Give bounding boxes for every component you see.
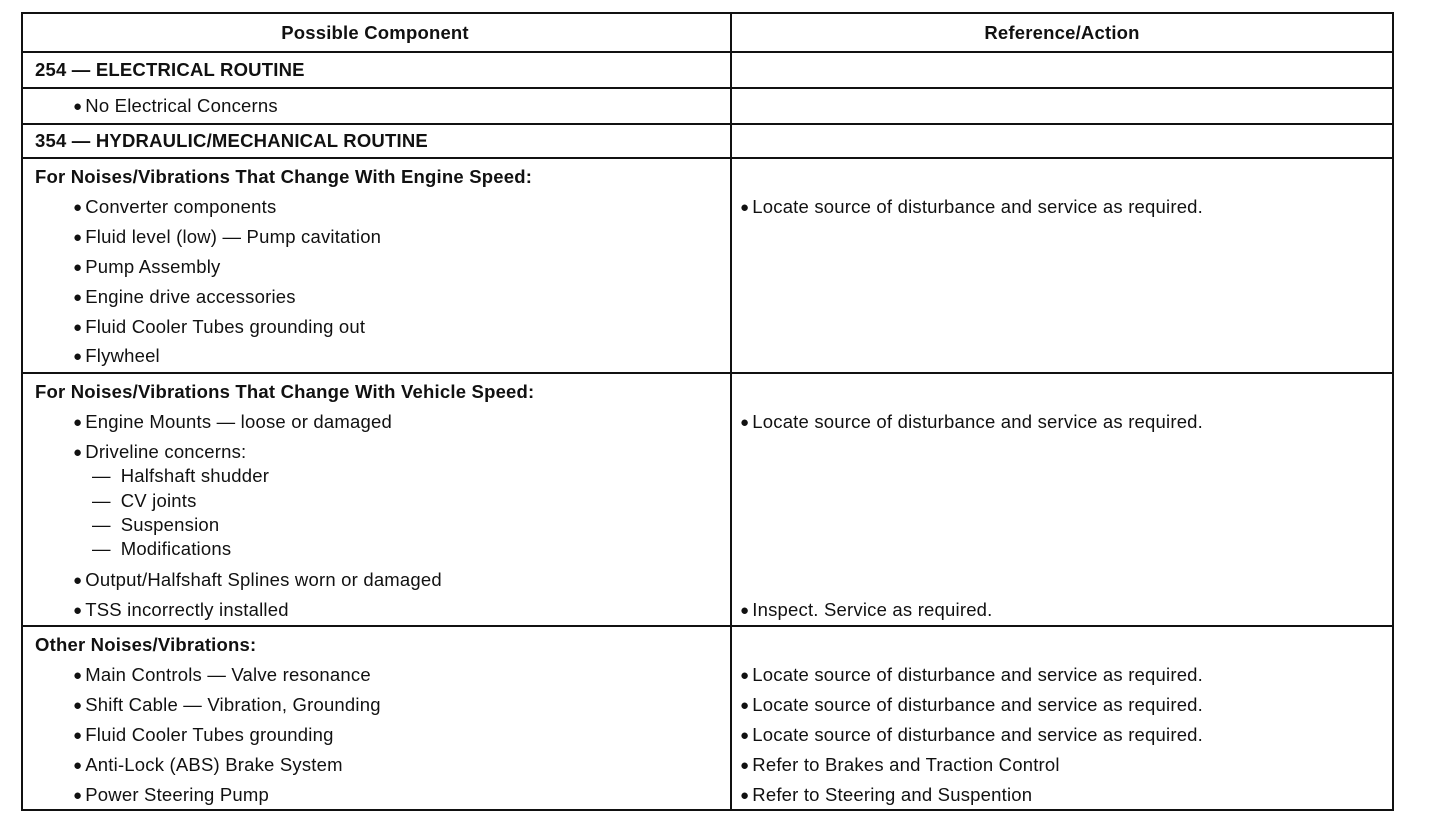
list-item: ● Fluid Cooler Tubes grounding <box>73 724 334 748</box>
action-item: ● Locate source of disturbance and service as required. <box>740 411 1203 435</box>
section-title-vehicle-speed: For Noises/Vibrations That Change With Vehicle Speed: <box>35 381 535 402</box>
header-component: Possible Component <box>281 22 469 43</box>
list-item: ● TSS incorrectly installed <box>73 599 289 623</box>
list-item: ● Power Steering Pump <box>73 784 269 808</box>
list-item: ● Anti-Lock (ABS) Brake System <box>73 754 343 778</box>
list-item: ● Output/Halfshaft Splines worn or damaged <box>73 569 442 593</box>
action-item: ● Locate source of disturbance and service as required. <box>740 664 1203 688</box>
row-divider <box>23 625 1392 627</box>
row-divider <box>23 372 1392 374</box>
row-divider <box>23 51 1392 53</box>
section-title-engine-speed: For Noises/Vibrations That Change With Engine Speed: <box>35 166 533 187</box>
action-item: ● Refer to Brakes and Traction Control <box>740 754 1060 778</box>
sub-item: — Halfshaft shudder <box>92 465 269 487</box>
list-item: ● Fluid level (low) — Pump cavitation <box>73 226 381 250</box>
action-item: ● Locate source of disturbance and service as required. <box>740 196 1203 220</box>
list-item: ● Driveline concerns: <box>73 441 246 465</box>
header-action: Reference/Action <box>984 22 1140 43</box>
list-item: ● Pump Assembly <box>73 256 221 280</box>
column-divider <box>730 14 732 809</box>
section-title-other: Other Noises/Vibrations: <box>35 634 257 655</box>
list-item: ● No Electrical Concerns <box>73 95 278 119</box>
list-item: ● Flywheel <box>73 345 160 369</box>
list-item: ● Engine drive accessories <box>73 286 296 310</box>
list-item: ● Engine Mounts — loose or damaged <box>73 411 392 435</box>
list-item: ● Shift Cable — Vibration, Grounding <box>73 694 381 718</box>
row-divider <box>23 157 1392 159</box>
action-item: ● Locate source of disturbance and service as required. <box>740 724 1203 748</box>
section-title-electrical: 254 — ELECTRICAL ROUTINE <box>35 59 305 80</box>
sub-item: — CV joints <box>92 490 197 512</box>
row-divider <box>23 87 1392 89</box>
sub-item: — Modifications <box>92 538 231 560</box>
list-item: ● Converter components <box>73 196 276 220</box>
action-item: ● Inspect. Service as required. <box>740 599 993 623</box>
list-item: ● Fluid Cooler Tubes grounding out <box>73 316 365 340</box>
sub-item: — Suspension <box>92 514 219 536</box>
list-item: ● Main Controls — Valve resonance <box>73 664 371 688</box>
section-title-hydraulic: 354 — HYDRAULIC/MECHANICAL ROUTINE <box>35 130 428 151</box>
row-divider <box>23 123 1392 125</box>
action-item: ● Refer to Steering and Suspention <box>740 784 1032 808</box>
action-item: ● Locate source of disturbance and service as required. <box>740 694 1203 718</box>
